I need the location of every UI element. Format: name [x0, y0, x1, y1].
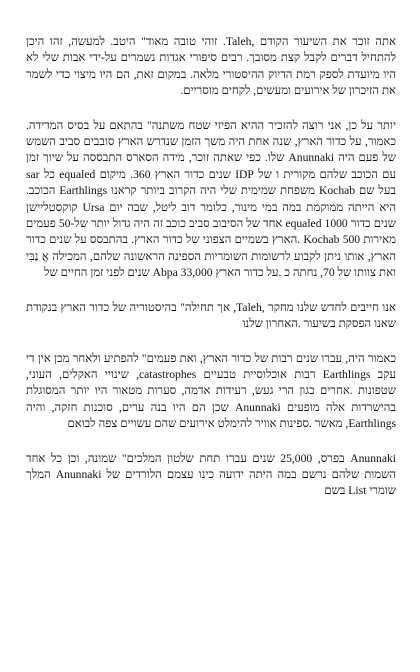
document-page — [20, 34, 400, 664]
paragraph-4: כאמור היה, עברו שנים רבות של כדור הארץ, ואת פעמים" להפתיע ולאחר מכן אין די עקב Earthlings רבות אוכלוסיית טבעיים catastrophes, שינויי האקלים, העוני, שטפונות .אחרים כגון הרי געש, רעידות אדמה, סערות מטאור היו יותר המסוגלת בהישרדות אלה מופעים Anunnaki שכן הם היו בנה ערים, סוכנות חזקה, והיה Earthlings, מאשר .ספינות אוויר להימלט אירועים שהם עשויים צפה לבואם — [26, 351, 397, 431]
paragraph-3: אנו חייבים לחדש שלנו מחקר ,Taleh, אך תחילה" בהיסטוריה של כדור הארץ בנקודת שאנו הפסקת בשיעור .האחרון שלנו — [26, 300, 396, 331]
paragraph-5: Anunnaki בפרס, 25,000 שנים עברו תחת שלטון המלכים" שמונה, וכן כל אחד השמות שלהם נרשם במה היתה ידועה כינו עצמם הלורדים של Anunnaki המלך שומרי List בשם — [26, 451, 396, 498]
paragraph-2: יותר על כן, אני רוצה להזכיר ההיא הפיזי שטח משתנה" בהתאם על בסיס המדידה. כאמור, על כדור הארץ, שנה אחת היה משך הזמן שנדרש הארץ סובבים סביב השמש של פעם היה Anunnaki שלו. כפי שאתה זוכר, מידה הסארס התבססה על שיוך זמן עם הכוכב שלהם מקורית ו של IDP שנים כדור הארץ 360. מיקום equaled כל sar בעל שם Kochab משפחת שמימית שלי היה הקרוב ביותר קראנו Earthlings הכוכב. היא הייתה ממוקמת במה במי מינור, כלומר דוב ליטל, שבה יום Ursa קוקסטליישן שנים כדור equaled 1000 אחד של הסיבוב סביב כוכב זה היה גדול יותר של-50 פעמים מאירות Kochab 500 .הארץ בשמיים הצפוני של כדור הארץ. בהתבסס על שנים כדור הארץ, אותו ניתן לקבוע לרשומות השומריות הספינה הראשונה שלהם, המכילה אֲ נַבִּי ואת צוותו של 70, נחתה כ .על כדור הארץ Abpa 33,000 שנים לפני זמן החיים של — [26, 118, 397, 280]
paragraph-1: אתה זוכר את השיעור הקודם ,Taleh. זוהי טובה מאוד" היטב. למעשה, זהו היכן להתחיל דברים לקבל קצת מסובך. רבים סיפורי אגדות נשמרים על-ידי אבות שלי לא היו מיועדת לספק רמת הדיוק ההיסטורי מלאה. במקום זאת, הם היו מיצוי כדי לשמר את הזיכרון של אירועים ומעשים, לקחים מוסריים. — [26, 35, 397, 98]
